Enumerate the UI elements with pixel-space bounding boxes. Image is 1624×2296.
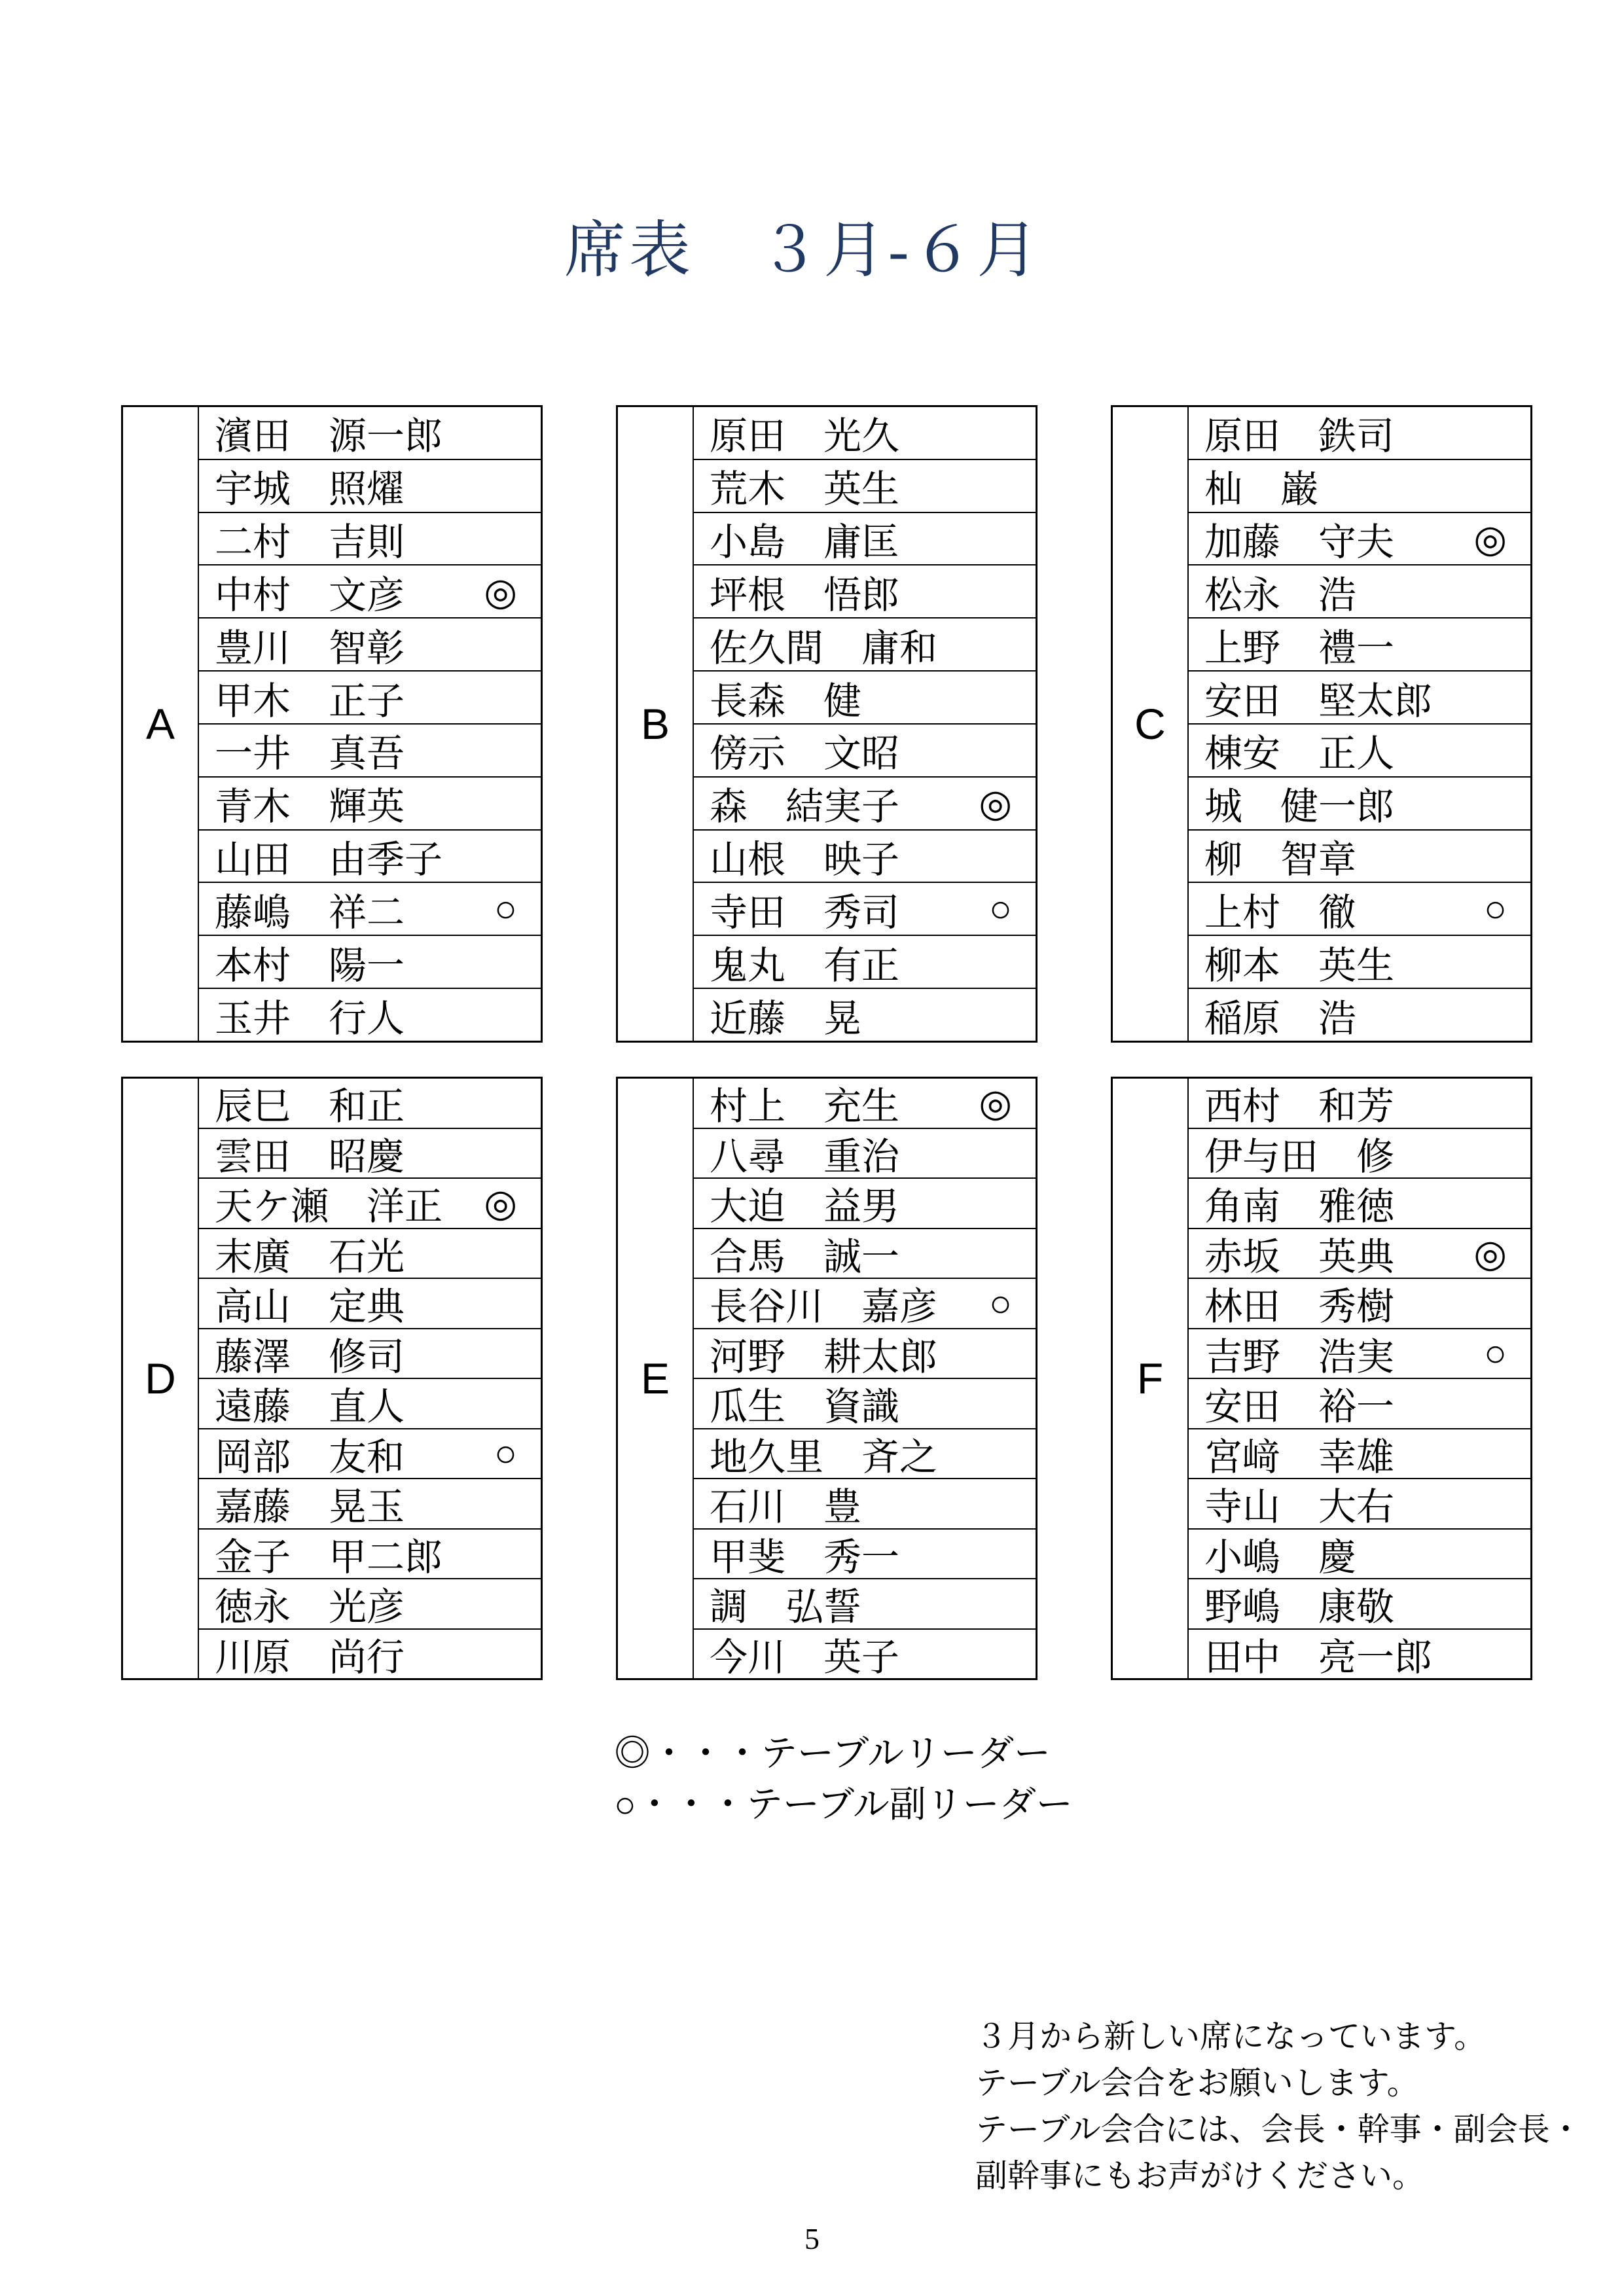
member-name: 原田 光久 — [710, 415, 900, 458]
member-row — [1189, 512, 1530, 565]
member-name: 中村 文彦 — [215, 573, 405, 617]
member-name: 野嶋 康敬 — [1204, 1586, 1395, 1629]
member-name: 嘉藤 晃玉 — [215, 1486, 405, 1529]
member-name: 大迫 益男 — [710, 1185, 900, 1229]
table-b — [616, 405, 1038, 1043]
member-name: 二村 吉則 — [215, 521, 405, 564]
member-name: 森 結実子 — [710, 785, 900, 829]
member-name: 甲斐 秀一 — [710, 1535, 900, 1579]
member-row — [199, 1478, 541, 1528]
member-name: 藤澤 修司 — [215, 1335, 405, 1378]
member-row — [199, 1079, 541, 1128]
member-row — [199, 512, 541, 565]
table-f-members — [1189, 1079, 1530, 1678]
member-name: 林田 秀樹 — [1204, 1285, 1395, 1329]
member-row — [1189, 1378, 1530, 1428]
table-leader-mark: ◎ — [1473, 1232, 1507, 1275]
table-f — [1111, 1077, 1532, 1680]
member-row — [199, 1278, 541, 1328]
member-row — [199, 1528, 541, 1579]
member-name: 杣 巌 — [1204, 468, 1319, 511]
note-line: 副幹事にもお声がけください。 — [975, 2158, 1425, 2194]
note — [975, 2013, 1582, 2199]
member-row — [694, 459, 1036, 512]
member-name: 近藤 晃 — [710, 997, 862, 1040]
note-line: テーブル会合には、会長・幹事・副会長・ — [975, 2111, 1582, 2147]
table-sub-leader-mark: ○ — [988, 888, 1012, 931]
member-name: 城 健一郎 — [1204, 785, 1395, 829]
member-name: 加藤 守夫 — [1204, 521, 1395, 564]
table-e-label: E — [618, 1079, 694, 1678]
legend-sub-leader: ○・・・テーブル副リーダー — [614, 1784, 1073, 1825]
member-name: 鬼丸 有正 — [710, 944, 900, 987]
member-name: 安田 堅太郎 — [1204, 679, 1433, 723]
member-row — [694, 776, 1036, 829]
table-e — [616, 1077, 1038, 1680]
member-row — [199, 1228, 541, 1278]
member-row — [694, 1079, 1036, 1128]
member-name: 八尋 重治 — [710, 1135, 900, 1178]
member-name: 坪根 悟郎 — [710, 573, 900, 617]
member-name: 小嶋 慶 — [1204, 1535, 1357, 1579]
member-row — [199, 723, 541, 776]
member-row — [1189, 1528, 1530, 1579]
member-name: 伊与田 修 — [1204, 1135, 1395, 1178]
member-name: 本村 陽一 — [215, 944, 405, 987]
member-name: 末廣 石光 — [215, 1235, 405, 1278]
member-name: 金子 甲二郎 — [215, 1535, 443, 1579]
table-b-members — [694, 407, 1036, 1041]
table-f-label: F — [1113, 1079, 1189, 1678]
member-row — [1189, 1079, 1530, 1128]
member-row — [694, 1378, 1036, 1428]
member-name: 岡部 友和 — [215, 1435, 405, 1479]
table-sub-leader-mark: ○ — [1483, 1332, 1507, 1375]
table-sub-leader-mark: ○ — [494, 1432, 517, 1475]
member-name: 原田 鉄司 — [1204, 415, 1395, 458]
member-row — [694, 1177, 1036, 1228]
member-row — [1189, 1177, 1530, 1228]
member-row — [694, 935, 1036, 988]
member-row — [199, 564, 541, 617]
member-name: 濱田 源一郎 — [215, 415, 443, 458]
member-name: 遠藤 直人 — [215, 1386, 405, 1429]
member-row — [1189, 617, 1530, 670]
member-row — [694, 988, 1036, 1041]
member-name: 西村 和芳 — [1204, 1085, 1395, 1128]
member-row — [694, 723, 1036, 776]
member-name: 河野 耕太郎 — [710, 1335, 938, 1378]
member-row — [199, 617, 541, 670]
member-row — [694, 1478, 1036, 1528]
table-leader-mark: ◎ — [979, 782, 1012, 825]
page-title: 席表 ３月-６月 — [564, 217, 1042, 285]
member-row — [694, 1528, 1036, 1579]
member-name: 寺山 大右 — [1204, 1486, 1395, 1529]
member-name: 一井 真吾 — [215, 732, 405, 776]
member-name: 徳永 光彦 — [215, 1586, 405, 1629]
member-row — [694, 1328, 1036, 1378]
member-row — [199, 1177, 541, 1228]
table-c-members — [1189, 407, 1530, 1041]
member-name: 柳本 英生 — [1204, 944, 1395, 987]
member-name: 豊川 智彰 — [215, 626, 405, 670]
legend-leader: ◎・・・テーブルリーダー — [614, 1732, 1051, 1774]
member-name: 山田 由季子 — [215, 838, 443, 882]
member-row — [694, 1128, 1036, 1178]
member-name: 吉野 浩実 — [1204, 1335, 1395, 1378]
member-row — [199, 1628, 541, 1679]
member-row — [1189, 670, 1530, 723]
member-name: 村上 充生 — [710, 1085, 900, 1128]
member-name: 天ケ瀬 洋正 — [215, 1185, 443, 1229]
member-row — [1189, 829, 1530, 882]
member-row — [1189, 723, 1530, 776]
table-sub-leader-mark: ○ — [494, 888, 517, 931]
member-row — [199, 1328, 541, 1378]
member-name: 石川 豊 — [710, 1486, 862, 1529]
table-a-label: A — [123, 407, 199, 1041]
member-name: 玉井 行人 — [215, 997, 405, 1040]
member-name: 小島 庸匡 — [710, 521, 900, 564]
table-leader-mark: ◎ — [1473, 518, 1507, 561]
member-name: 藤嶋 祥二 — [215, 891, 405, 934]
table-a-members — [199, 407, 541, 1041]
member-name: 荒木 英生 — [710, 468, 900, 511]
table-d-members — [199, 1079, 541, 1678]
member-name: 瓜生 資識 — [710, 1386, 900, 1429]
member-row — [694, 1428, 1036, 1479]
member-row — [1189, 1278, 1530, 1328]
member-name: 合馬 誠一 — [710, 1235, 900, 1278]
member-row — [694, 512, 1036, 565]
member-row — [694, 829, 1036, 882]
table-leader-mark: ◎ — [484, 1182, 517, 1225]
member-name: 安田 裕一 — [1204, 1386, 1395, 1429]
legend — [614, 1728, 1073, 1830]
member-row — [694, 882, 1036, 935]
member-name: 松永 浩 — [1204, 573, 1357, 617]
member-name: 高山 定典 — [215, 1285, 405, 1329]
member-name: 山根 映子 — [710, 838, 900, 882]
member-row — [1189, 407, 1530, 459]
page-number: 5 — [804, 2222, 820, 2255]
table-sub-leader-mark: ○ — [1483, 888, 1507, 931]
member-name: 甲木 正子 — [215, 679, 405, 723]
member-row — [199, 776, 541, 829]
member-row — [694, 1578, 1036, 1628]
member-name: 稲原 浩 — [1204, 997, 1357, 1040]
member-row — [694, 1228, 1036, 1278]
member-name: 佐久間 庸和 — [710, 626, 938, 670]
member-name: 傍示 文昭 — [710, 732, 900, 776]
table-sub-leader-mark: ○ — [988, 1282, 1012, 1325]
member-row — [1189, 776, 1530, 829]
member-name: 今川 英子 — [710, 1636, 900, 1679]
member-name: 上野 禮一 — [1204, 626, 1395, 670]
member-row — [199, 1428, 541, 1479]
member-name: 調 弘誓 — [710, 1586, 862, 1629]
member-row — [1189, 459, 1530, 512]
table-d-label: D — [123, 1079, 199, 1678]
member-name: 辰巳 和正 — [215, 1085, 405, 1128]
member-name: 上村 徹 — [1204, 891, 1357, 934]
member-row — [199, 407, 541, 459]
member-row — [694, 1628, 1036, 1679]
member-row — [1189, 1628, 1530, 1679]
member-row — [1189, 1428, 1530, 1479]
member-name: 青木 輝英 — [215, 785, 405, 829]
member-name: 地久里 斉之 — [710, 1435, 938, 1479]
member-name: 宮﨑 幸雄 — [1204, 1435, 1395, 1479]
member-row — [1189, 935, 1530, 988]
member-name: 長谷川 嘉彦 — [710, 1285, 938, 1329]
member-row — [199, 459, 541, 512]
member-row — [199, 1578, 541, 1628]
table-d — [121, 1077, 543, 1680]
member-row — [199, 829, 541, 882]
member-name: 棟安 正人 — [1204, 732, 1395, 776]
member-row — [1189, 564, 1530, 617]
note-line: テーブル会合をお願いします。 — [975, 2065, 1419, 2101]
table-e-members — [694, 1079, 1036, 1678]
table-a — [121, 405, 543, 1043]
member-row — [1189, 1578, 1530, 1628]
member-row — [199, 1378, 541, 1428]
member-name: 雲田 昭慶 — [215, 1135, 405, 1178]
member-row — [199, 1128, 541, 1178]
member-row — [199, 670, 541, 723]
member-row — [1189, 1478, 1530, 1528]
member-row — [694, 617, 1036, 670]
member-name: 寺田 秀司 — [710, 891, 900, 934]
member-row — [694, 407, 1036, 459]
member-name: 宇城 照燿 — [215, 468, 405, 511]
member-name: 川原 尚行 — [215, 1636, 405, 1679]
member-row — [1189, 1228, 1530, 1278]
member-row — [1189, 882, 1530, 935]
member-row — [694, 564, 1036, 617]
member-row — [199, 935, 541, 988]
table-b-label: B — [618, 407, 694, 1041]
member-name: 柳 智章 — [1204, 838, 1357, 882]
table-leader-mark: ◎ — [979, 1082, 1012, 1125]
member-row — [694, 670, 1036, 723]
member-name: 長森 健 — [710, 679, 862, 723]
member-row — [1189, 1328, 1530, 1378]
note-line: ３月から新しい席になっています。 — [975, 2018, 1487, 2054]
table-c-label: C — [1113, 407, 1189, 1041]
member-row — [199, 882, 541, 935]
member-row — [694, 1278, 1036, 1328]
table-leader-mark: ◎ — [484, 570, 517, 613]
member-row — [1189, 988, 1530, 1041]
table-c — [1111, 405, 1532, 1043]
member-row — [199, 988, 541, 1041]
member-name: 角南 雅徳 — [1204, 1185, 1395, 1229]
member-row — [1189, 1128, 1530, 1178]
member-name: 田中 亮一郎 — [1204, 1636, 1433, 1679]
member-name: 赤坂 英典 — [1204, 1235, 1395, 1278]
